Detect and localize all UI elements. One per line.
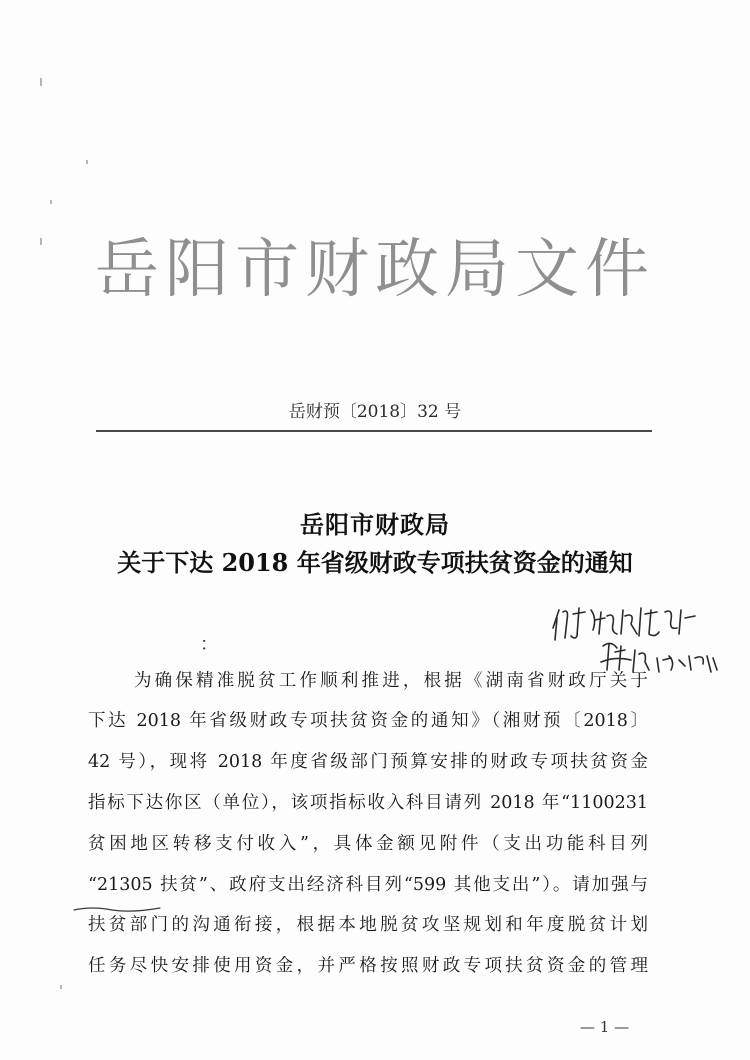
body-paragraph-line: 贫困地区转移支付收入”，具体金额见附件（支出功能科目列	[88, 834, 648, 854]
body-paragraph-line: 下达 2018 年省级财政专项扶贫资金的通知》（湘财预〔2018〕	[88, 711, 648, 731]
body-paragraph-line: 42 号），现将 2018 年度省级部门预算安排的财政专项扶贫资金	[88, 752, 648, 772]
document-number: 岳财预〔2018〕32 号	[288, 402, 462, 422]
document-title-line-1: 岳阳市财政局	[300, 510, 450, 539]
body-paragraph-line: 任务尽快安排使用资金，并严格按照财政专项扶贫资金的管理	[88, 956, 648, 976]
body-paragraph-line: “21305 扶贫”、政府支出经济科目列“599 其他支出”）。请加强与	[88, 875, 648, 895]
header-divider	[96, 430, 652, 432]
scan-speck	[86, 160, 88, 164]
body-paragraph-line: 指标下达你区（单位），该项指标收入科目请列 2018 年“1100231	[88, 793, 648, 813]
document-title-line-2: 关于下达 2018 年省级财政专项扶贫资金的通知	[117, 548, 633, 577]
body-paragraph-line: 为确保精准脱贫工作顺利推进，根据《湖南省财政厅关于	[134, 671, 648, 691]
body-paragraph-line: 扶贫部门的沟通衔接，根据本地脱贫攻坚规划和年度脱贫计划	[88, 915, 648, 935]
scan-speck	[40, 78, 42, 86]
page-number: — 1 —	[580, 1018, 630, 1036]
scan-speck	[50, 200, 52, 204]
document-masthead: 岳阳市财政局文件	[95, 233, 655, 307]
addressee: ：	[200, 634, 218, 655]
scan-speck	[60, 985, 62, 989]
